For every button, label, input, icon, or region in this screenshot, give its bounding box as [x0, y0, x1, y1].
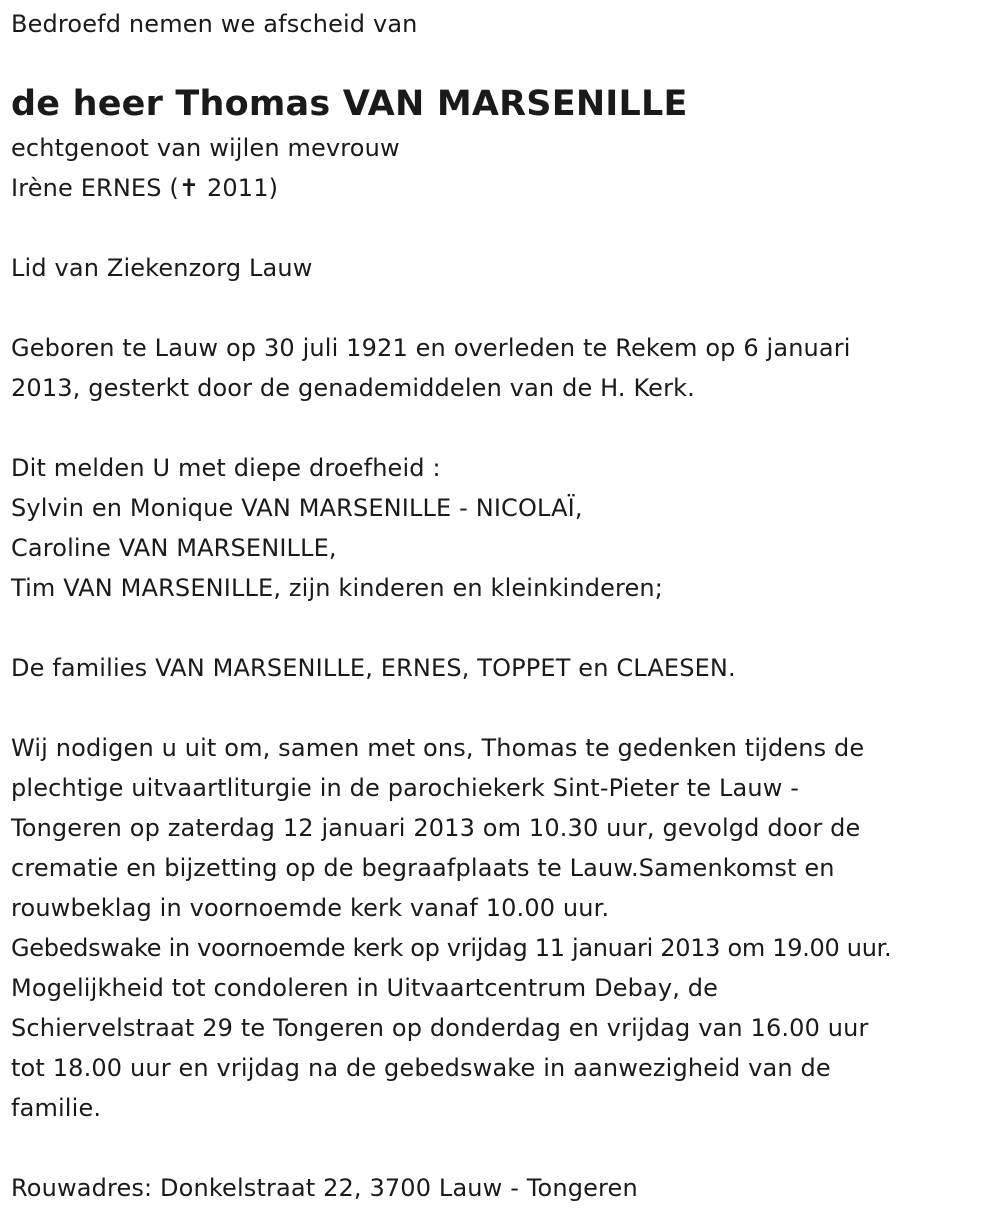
families-text: De families VAN MARSENILLE, ERNES, TOPPET en CLAESEN. — [11, 654, 736, 682]
spacer — [11, 408, 996, 448]
birth-death-paragraph — [11, 328, 996, 408]
paragraph-line: crematie en bijzetting op de begraafplaats te Lauw.Samenkomst en — [11, 854, 835, 882]
obituary-notice — [11, 4, 996, 1208]
paragraph-line: Gebedswake in voornoemde kerk op vrijdag 11 januari 2013 om 19.00 uur. — [11, 934, 892, 962]
paragraph-line: Mogelijkheid tot condoleren in Uitvaartcentrum Debay, de — [11, 974, 719, 1002]
paragraph-line: Tongeren op zaterdag 12 januari 2013 om 10.30 uur, gevolgd door de — [11, 814, 861, 842]
paragraph-line: Sylvin en Monique VAN MARSENILLE - NICOLAÏ, — [11, 494, 583, 522]
spacer — [11, 608, 996, 648]
paragraph-line: Schiervelstraat 29 te Tongeren op donderdag en vrijdag van 16.00 uur — [11, 1014, 869, 1042]
paragraph-line: Tim VAN MARSENILLE, zijn kinderen en kleinkinderen; — [11, 574, 664, 602]
mourning-address: Rouwadres: Donkelstraat 22, 3700 Lauw - Tongeren — [11, 1174, 638, 1202]
paragraph-line: Caroline VAN MARSENILLE, — [11, 534, 337, 562]
announcers-paragraph — [11, 448, 996, 608]
spacer — [11, 1128, 996, 1168]
paragraph-line: tot 18.00 uur en vrijdag na de gebedswake in aanwezigheid van de — [11, 1054, 831, 1082]
paragraph-line: 2013, gesterkt door de genademiddelen van de H. Kerk. — [11, 374, 695, 402]
spacer — [11, 208, 996, 248]
paragraph-line: familie. — [11, 1094, 102, 1122]
paragraph-line: Geboren te Lauw op 30 juli 1921 en overleden te Rekem op 6 januari — [11, 334, 851, 362]
intro-text: Bedroefd nemen we afscheid van — [11, 10, 418, 38]
spouse-block — [11, 128, 996, 208]
spacer — [11, 288, 996, 328]
funeral-paragraph — [11, 728, 996, 1128]
spouse-name-line: Irène ERNES (✝ 2011) — [11, 174, 279, 202]
spacer — [11, 688, 996, 728]
spouse-line: echtgenoot van wijlen mevrouw — [11, 134, 400, 162]
membership-text: Lid van Ziekenzorg Lauw — [11, 254, 313, 282]
paragraph-line: plechtige uitvaartliturgie in de parochiekerk Sint-Pieter te Lauw - — [11, 774, 800, 802]
deceased-name: de heer Thomas VAN MARSENILLE — [11, 84, 688, 124]
paragraph-line: Wij nodigen u uit om, samen met ons, Thomas te gedenken tijdens de — [11, 734, 865, 762]
paragraph-line: Dit melden U met diepe droefheid : — [11, 454, 441, 482]
paragraph-line: rouwbeklag in voornoemde kerk vanaf 10.00 uur. — [11, 894, 610, 922]
